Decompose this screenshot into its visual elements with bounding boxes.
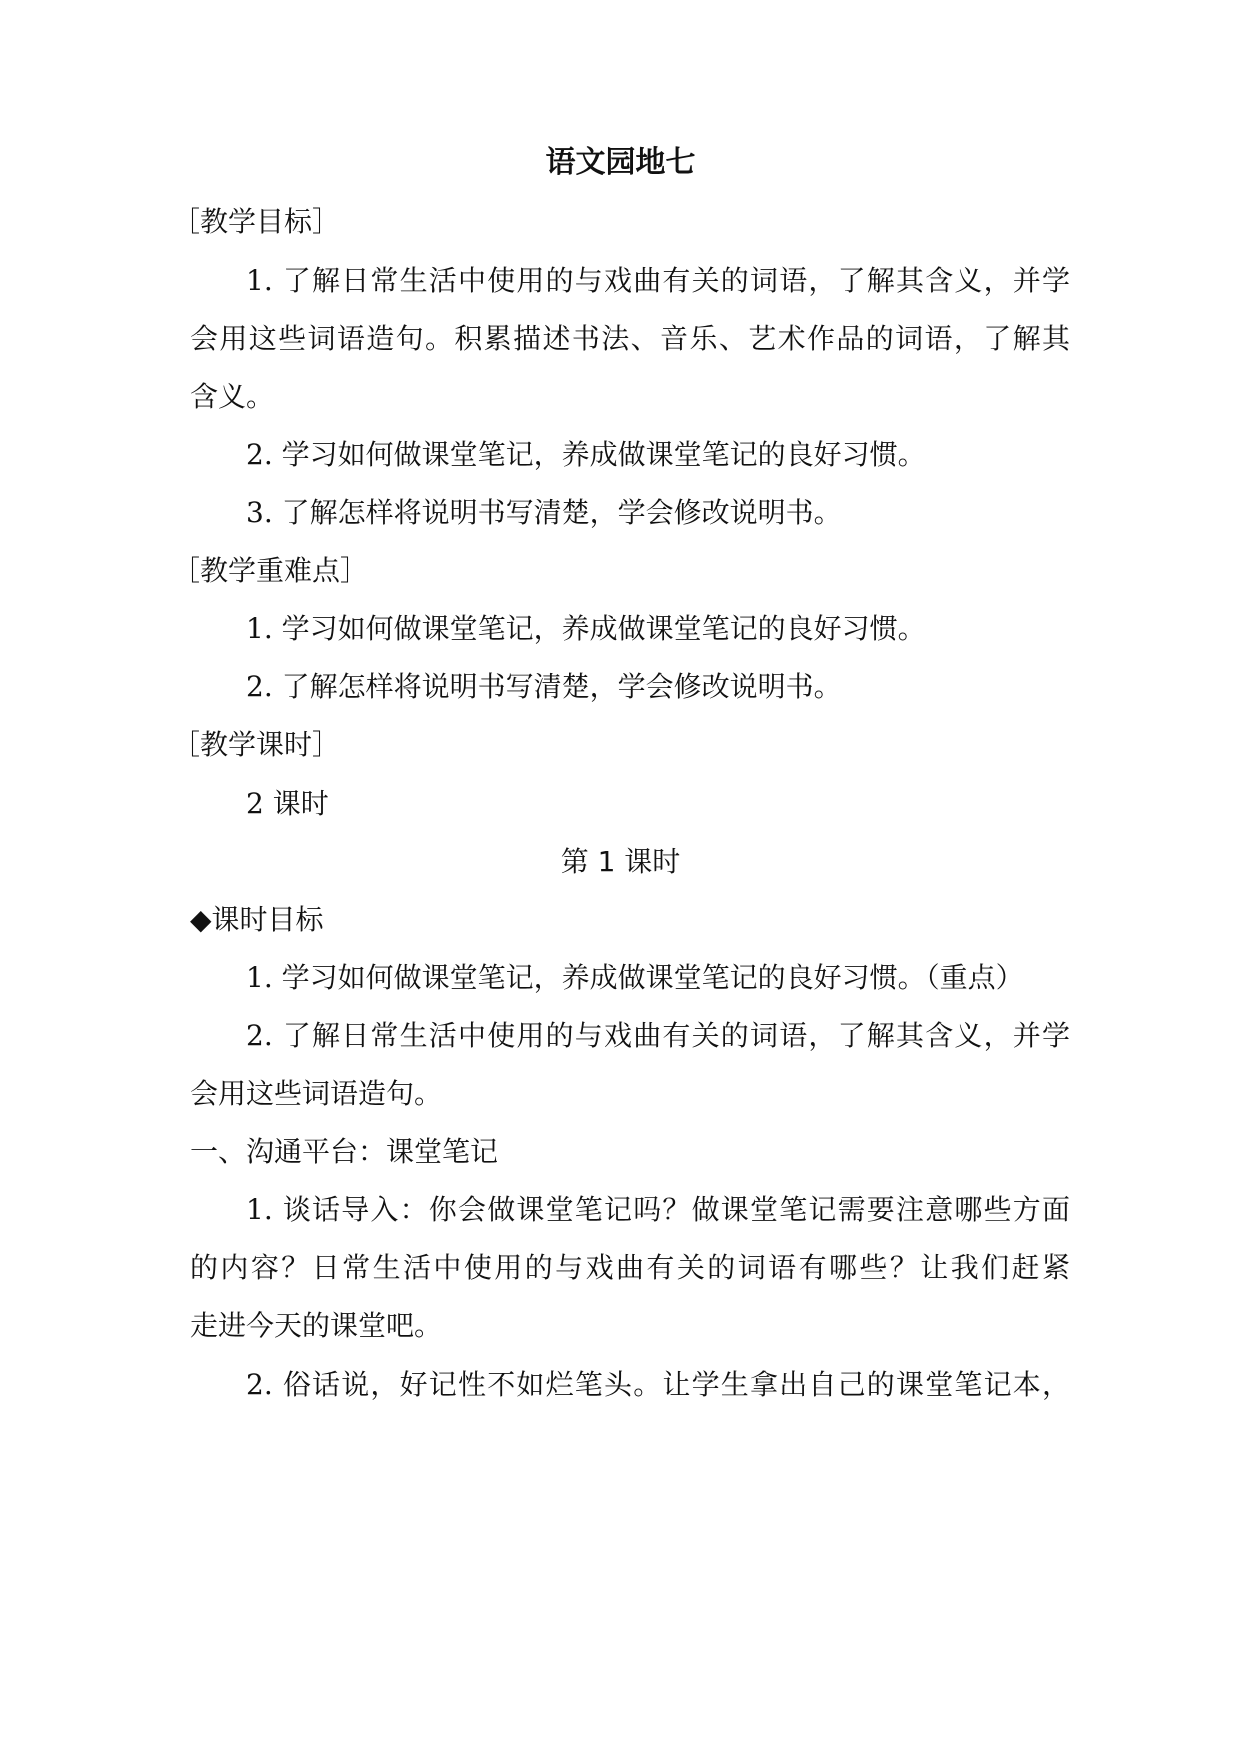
paragraph-line: 3. 了解怎样将说明书写清楚，学会修改说明书。 bbox=[246, 496, 842, 529]
paragraph-line: 2. 了解怎样将说明书写清楚，学会修改说明书。 bbox=[246, 670, 842, 703]
section-heading-keypoints: ［教学重难点］ bbox=[172, 554, 369, 587]
paragraph-line: 会用这些词语造句。 bbox=[190, 1077, 443, 1110]
lesson-goal-heading: ◆课时目标 bbox=[190, 903, 324, 936]
paragraph-line: 1. 学习如何做课堂笔记，养成做课堂笔记的良好习惯。（重点） bbox=[246, 961, 1024, 994]
paragraph-line: 1. 了解日常生活中使用的与戏曲有关的词语，了解其含义，并学 bbox=[246, 264, 1070, 297]
paragraph-line: 1. 学习如何做课堂笔记，养成做课堂笔记的良好习惯。 bbox=[246, 612, 926, 645]
section-heading-objectives: ［教学目标］ bbox=[172, 205, 341, 238]
paragraph-line: 1. 谈话导入：你会做课堂笔记吗？做课堂笔记需要注意哪些方面 bbox=[246, 1193, 1070, 1226]
paragraph-line: 2. 了解日常生活中使用的与戏曲有关的词语，了解其含义，并学 bbox=[246, 1019, 1070, 1052]
lesson-title: 第 1 课时 bbox=[560, 845, 681, 878]
document-title: 语文园地七 bbox=[545, 145, 696, 180]
paragraph-line: 走进今天的课堂吧。 bbox=[190, 1309, 443, 1342]
paragraph-line: 2 课时 bbox=[246, 787, 329, 820]
paragraph-line: 会用这些词语造句。积累描述书法、音乐、艺术作品的词语，了解其 bbox=[190, 322, 1070, 355]
paragraph-line: 含义。 bbox=[190, 380, 275, 413]
section-heading-hours: ［教学课时］ bbox=[172, 728, 341, 761]
paragraph-line: 2. 学习如何做课堂笔记，养成做课堂笔记的良好习惯。 bbox=[246, 438, 926, 471]
paragraph-line: 2. 俗话说，好记性不如烂笔头。让学生拿出自己的课堂笔记本， bbox=[246, 1368, 1070, 1401]
paragraph-line: 的内容？日常生活中使用的与戏曲有关的词语有哪些？让我们赶紧 bbox=[190, 1251, 1070, 1284]
part-heading: 一、沟通平台：课堂笔记 bbox=[190, 1135, 499, 1168]
